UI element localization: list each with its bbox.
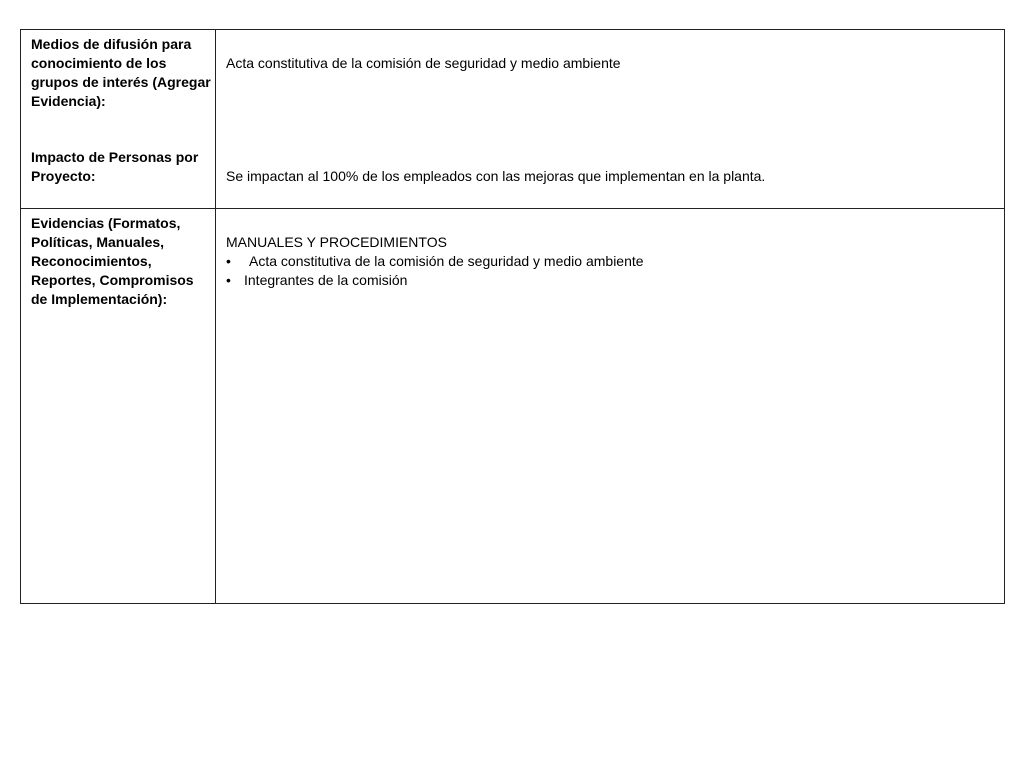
bullet-marker: • [226, 272, 231, 288]
value-impacto-personas: Se impactan al 100% de los empleados con las mejoras que implementan en la planta. [226, 168, 766, 184]
column-divider [215, 30, 216, 603]
evidencias-content [226, 233, 644, 290]
list-item-text: Acta constitutiva de la comisión de seguridad y medio ambiente [249, 253, 644, 269]
list-item-text: Integrantes de la comisión [244, 272, 408, 288]
evidencias-heading: MANUALES Y PROCEDIMIENTOS [226, 234, 447, 250]
label-evidencias: Evidencias (Formatos, Políticas, Manuales, Reconocimientos, Reportes, Compromisos de Implementación): [31, 215, 194, 307]
bullet-marker: • [226, 253, 231, 269]
value-medios-difusion: Acta constitutiva de la comisión de seguridad y medio ambiente [226, 55, 621, 71]
row-divider [21, 208, 1004, 209]
list-item [226, 252, 644, 271]
label-impacto-personas: Impacto de Personas por Proyecto: [31, 149, 199, 184]
list-item [226, 271, 644, 290]
evidence-table [20, 29, 1005, 604]
label-medios-difusion: Medios de difusión para conocimiento de los grupos de interés (Agregar Evidencia): [31, 36, 211, 109]
